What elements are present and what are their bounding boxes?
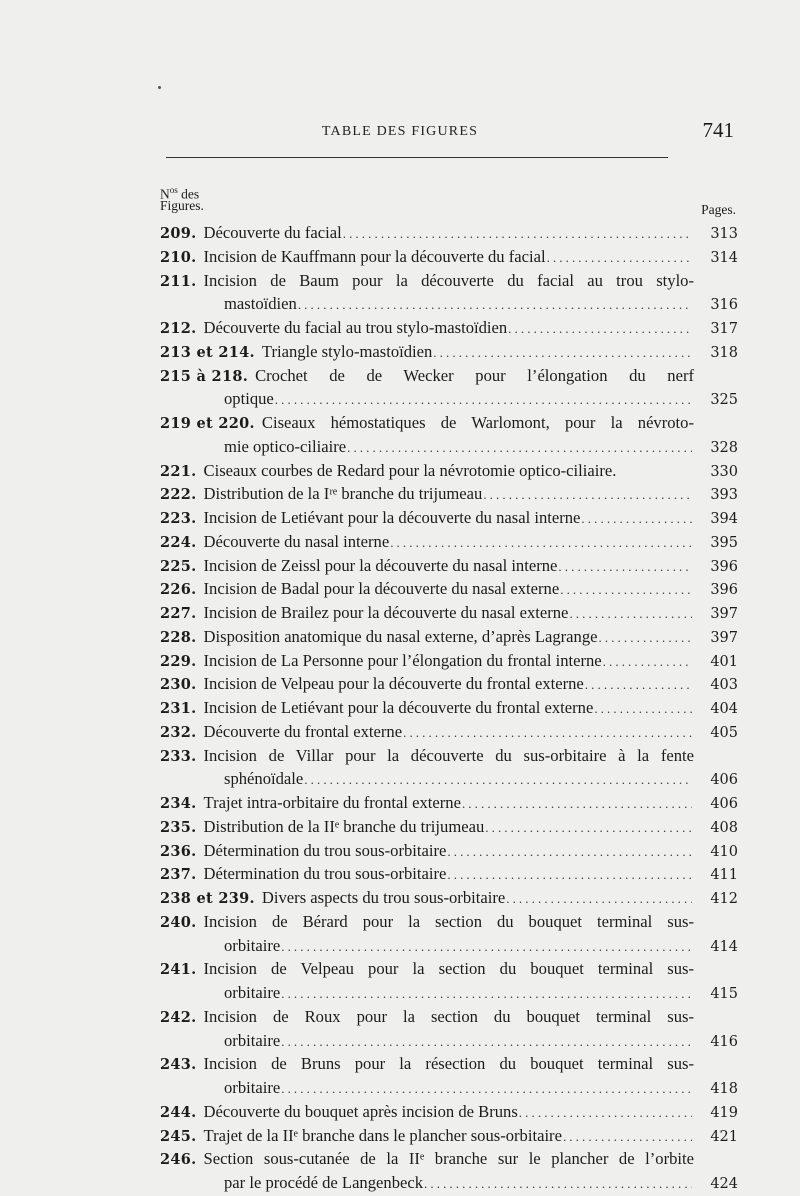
figure-caption-continuation: orbitaire <box>224 935 281 955</box>
figure-caption: Incision de La Personne pour l’élongation du frontal interne <box>203 650 602 670</box>
figure-number: 228. <box>160 628 197 646</box>
figure-caption: Découverte du facial au trou stylo-mastoïdien <box>203 318 508 337</box>
dot-leader <box>581 508 692 531</box>
figure-number: 229. <box>160 652 197 670</box>
page-ref: 416 <box>710 1033 738 1050</box>
figure-caption: Découverte du frontal externe <box>203 721 403 741</box>
figure-number: 212. <box>160 320 197 337</box>
dot-leader <box>560 579 692 602</box>
page-number: 741 <box>702 118 734 142</box>
figure-caption: Ciseaux hémostatiques de Warlomont, pour la névroto- <box>261 413 694 432</box>
running-header-title: TABLE DES FIGURES <box>321 124 479 139</box>
dot-leader <box>281 1031 692 1054</box>
dot-leader <box>547 247 692 270</box>
page-ref: 393 <box>710 487 738 504</box>
dot-leader <box>483 484 692 507</box>
toc-entry <box>160 650 738 674</box>
figure-number: 219 et 220. <box>160 415 255 432</box>
page-ref: 397 <box>710 629 738 646</box>
column-header-pages: Pages. <box>701 202 736 217</box>
figure-caption: Découverte du facial <box>203 223 342 242</box>
figure-caption-continuation: mastoïdien <box>224 294 297 314</box>
toc-entry <box>160 507 738 531</box>
page-ref: 316 <box>710 297 738 314</box>
figure-number: 211. <box>160 272 197 290</box>
dot-leader <box>603 651 692 674</box>
entry-list <box>160 222 738 1196</box>
dot-leader <box>447 864 692 887</box>
toc-entry <box>160 460 738 484</box>
dot-leader <box>519 1102 692 1125</box>
figure-caption: Incision de Zeissl pour la découverte du nasal interne <box>203 555 558 575</box>
page-ref: 317 <box>710 321 738 337</box>
toc-entry <box>160 911 738 959</box>
figure-number: 231. <box>160 700 197 717</box>
figure-number: 224. <box>160 533 197 551</box>
figure-caption: Incision de Kauffmann pour la découverte du facial <box>203 246 546 266</box>
figure-number: 243. <box>160 1056 197 1074</box>
figure-caption: Détermination du trou sous-orbitaire <box>203 864 447 884</box>
ink-speck <box>158 86 161 89</box>
figure-caption: Incision de Letiévant pour la découverte du nasal interne <box>203 508 581 527</box>
dot-leader <box>508 318 692 341</box>
figure-caption: Incision de Badal pour la découverte du nasal externe <box>203 579 560 599</box>
page-ref: 412 <box>710 891 738 907</box>
dot-leader <box>281 936 692 959</box>
toc-entry <box>160 412 738 460</box>
dot-leader <box>424 1173 692 1196</box>
toc-entry <box>160 246 738 270</box>
page-ref: 394 <box>710 511 738 527</box>
dot-leader <box>433 342 692 365</box>
page-ref: 408 <box>710 819 738 836</box>
column-headers <box>160 182 738 222</box>
figure-number: 225. <box>160 557 197 575</box>
figure-number: 213 et 214. <box>160 343 255 361</box>
page-ref: 395 <box>710 534 738 551</box>
page-ref: 406 <box>710 796 738 812</box>
page-ref: 419 <box>710 1104 738 1121</box>
dot-leader <box>558 556 692 579</box>
dot-leader <box>343 223 692 246</box>
page-ref: 406 <box>710 772 738 789</box>
toc-entry <box>160 270 738 318</box>
toc-entry <box>160 745 738 793</box>
figure-caption: Section sous-cutanée de la IIᵉ branche sur le plancher de l’orbite <box>203 1149 694 1169</box>
page-ref: 410 <box>710 843 738 860</box>
toc-entry <box>160 1125 738 1149</box>
page-ref: 396 <box>710 582 738 599</box>
figure-caption: Triangle stylo-mastoïdien <box>261 341 433 361</box>
page-ref: 397 <box>710 606 738 622</box>
dot-leader <box>563 1126 692 1149</box>
figure-caption-continuation: orbitaire <box>224 1078 281 1097</box>
toc-entry <box>160 555 738 579</box>
toc-entry <box>160 816 738 840</box>
dot-leader <box>485 817 692 840</box>
table-of-figures <box>160 182 738 1196</box>
toc-entry <box>160 602 738 626</box>
figure-number: 237. <box>160 866 197 884</box>
figure-caption: Distribution de la IIᵉ branche du trijumeau <box>203 816 485 836</box>
figure-caption: Détermination du trou sous-orbitaire <box>203 840 447 860</box>
dot-leader <box>347 437 692 460</box>
figure-caption-continuation: sphénoïdale <box>224 769 304 789</box>
figure-caption: Ciseaux courbes de Redard pour la névrotomie optico-ciliaire. <box>203 460 617 480</box>
dot-leader <box>390 532 692 555</box>
figure-number: 241. <box>160 961 197 979</box>
toc-entry <box>160 578 738 602</box>
page-ref: 404 <box>710 701 738 717</box>
dot-leader <box>506 888 692 911</box>
figure-caption-continuation: mie optico-ciliaire <box>224 436 347 456</box>
figure-caption: Incision de Baum pour la découverte du facial au trou stylo- <box>203 270 694 290</box>
figure-caption: Incision de Bérard pour la section du bouquet terminal sus- <box>203 911 694 931</box>
dot-leader <box>281 1078 692 1101</box>
toc-entry <box>160 958 738 1006</box>
page-ref: 325 <box>710 392 738 409</box>
figure-number: 236. <box>160 842 197 860</box>
toc-entry <box>160 1101 738 1125</box>
figure-number: 226. <box>160 581 197 599</box>
toc-entry <box>160 863 738 887</box>
page-ref: 318 <box>710 344 738 361</box>
figure-caption: Trajet de la IIᵉ branche dans le plancher sous-orbitaire <box>203 1125 562 1145</box>
figure-caption: Incision de Velpeau pour la section du bouquet terminal sus- <box>203 959 694 979</box>
figure-number: 242. <box>160 1008 197 1026</box>
dot-leader <box>298 294 692 317</box>
figure-number: 232. <box>160 723 197 741</box>
dot-leader <box>275 389 692 412</box>
figure-caption: Découverte du nasal interne <box>203 531 390 551</box>
toc-entry <box>160 1148 738 1196</box>
toc-entry <box>160 887 738 911</box>
toc-entry <box>160 317 738 341</box>
figure-caption: Disposition anatomique du nasal externe, d’après Lagrange <box>203 626 598 646</box>
page-ref: 424 <box>710 1176 738 1192</box>
dot-leader <box>585 674 692 697</box>
column-header-figures: Figures. <box>160 198 204 213</box>
figure-caption: Trajet intra-orbitaire du frontal externe <box>203 793 461 812</box>
figure-number: 240. <box>160 913 197 931</box>
dot-leader <box>281 983 692 1006</box>
figure-number: 227. <box>160 605 197 622</box>
figure-number: 233. <box>160 747 197 765</box>
dot-leader <box>599 627 693 650</box>
figure-caption: Incision de Velpeau pour la découverte du frontal externe <box>203 674 584 694</box>
page-ref: 396 <box>710 558 738 575</box>
toc-entry <box>160 1053 738 1101</box>
dot-leader <box>594 698 692 721</box>
page-ref: 414 <box>710 938 738 955</box>
figure-number: 244. <box>160 1103 197 1121</box>
page-ref: 313 <box>710 226 738 242</box>
figure-caption: Incision de Brailez pour la découverte du nasal externe <box>203 603 569 622</box>
page-ref: 421 <box>710 1128 738 1145</box>
figure-number: 222. <box>160 486 197 504</box>
dot-leader <box>304 769 692 792</box>
dot-leader <box>447 841 692 864</box>
page-ref: 328 <box>710 439 738 456</box>
figure-number: 235. <box>160 818 197 836</box>
page-ref: 418 <box>710 1081 738 1097</box>
figure-caption: Distribution de la Iʳᵉ branche du trijumeau <box>203 484 483 504</box>
figure-caption-continuation: optique <box>224 389 274 409</box>
figure-caption-continuation: orbitaire <box>224 1030 281 1050</box>
figure-number: 245. <box>160 1127 197 1145</box>
toc-entry <box>160 697 738 721</box>
figure-number: 238 et 239. <box>160 890 255 907</box>
figure-caption: Incision de Roux pour la section du bouquet terminal sus- <box>203 1006 694 1026</box>
figure-number: 215 à 218. <box>160 367 249 385</box>
toc-entry <box>160 626 738 650</box>
page-ref: 405 <box>710 724 738 741</box>
page-ref: 411 <box>710 867 738 884</box>
header-rule <box>166 157 668 158</box>
page-ref: 401 <box>710 653 738 670</box>
dot-leader <box>569 603 692 626</box>
figure-number: 246. <box>160 1151 197 1169</box>
figure-caption: Divers aspects du trou sous-orbitaire <box>261 888 506 907</box>
toc-entry <box>160 365 738 413</box>
page-ref: 415 <box>710 986 738 1002</box>
toc-entry <box>160 673 738 697</box>
figure-number: 210. <box>160 248 197 266</box>
figure-caption: Crochet de de Wecker pour l’élongation du nerf <box>255 365 694 385</box>
toc-entry <box>160 1006 738 1054</box>
toc-entry <box>160 483 738 507</box>
toc-entry <box>160 840 738 864</box>
figure-number: 209. <box>160 225 197 242</box>
page-ref: 403 <box>710 677 738 694</box>
column-header-nos: $N^{os}$ des <box>160 185 200 202</box>
figure-caption-continuation: par le procédé de Langenbeck <box>224 1173 424 1192</box>
figure-caption: Découverte du bouquet après incision de Bruns <box>203 1101 518 1121</box>
figure-number: 223. <box>160 510 197 527</box>
figure-number: 230. <box>160 676 197 694</box>
figure-caption: Incision de Villar pour la découverte du sus-orbitaire à la fente <box>203 745 694 765</box>
figure-caption: Incision de Letiévant pour la découverte du frontal externe <box>203 698 594 717</box>
page-ref: 314 <box>710 249 738 266</box>
dot-leader <box>462 793 692 816</box>
toc-entry <box>160 341 738 365</box>
figure-caption-continuation: orbitaire <box>224 983 281 1002</box>
page-ref: 330 <box>710 463 738 480</box>
figure-caption: Incision de Bruns pour la résection du bouquet terminal sus- <box>203 1054 694 1074</box>
toc-entry <box>160 531 738 555</box>
figure-number: 221. <box>160 462 197 480</box>
dot-leader <box>403 722 692 745</box>
toc-entry <box>160 222 738 246</box>
figure-number: 234. <box>160 795 197 812</box>
toc-entry <box>160 792 738 816</box>
toc-entry <box>160 721 738 745</box>
